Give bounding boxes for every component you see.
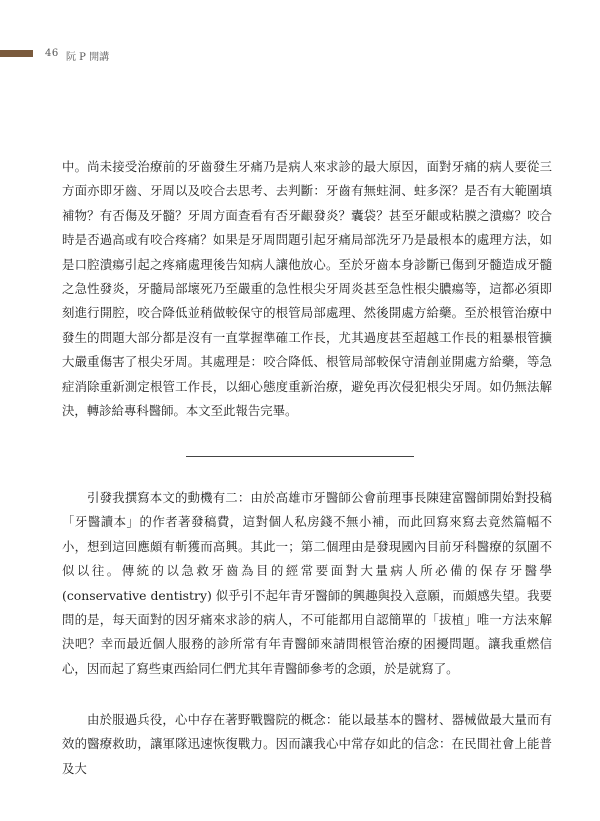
header-accent-bar	[0, 50, 33, 57]
running-head: 阮 P 開講	[66, 52, 110, 63]
body-paragraph-2: 引發我撰寫本文的動機有二：由於高雄市牙醫師公會前理事長陳建富醫師開始對投稿「牙醫讀本」的作者著發稿費，這對個人私房錢不無小補，而此回寫來寫去竟然篇幅不小，想到這回應頗有斬獲而高興。其此一；第二個理由是發現國內目前牙科醫療的氛圍不似以往。傳統的以急救牙齒為目的經常要面對大量病人所必備的保存牙醫學 (conservative dentistry) 似乎引不起年青牙醫師的興趣與投入意願，而頗感失望。我要問的是，每天面對的因牙痛來求診的病人，不可能都用自認簡單的「拔植」唯一方法來解決吧？幸而最近個人服務的診所常有年青醫師來請問根管治療的困擾問題。讓我重燃信心，因而起了寫些東西給同仁們尤其年青醫師參考的念頭，於是就寫了。	[62, 490, 552, 676]
body-paragraph-1: 中。尚未接受治療前的牙齒發生牙痛乃是病人來求診的最大原因，面對牙痛的病人要從三方面亦即牙齒、牙周以及咬合去思考、去判斷：牙齒有無蛀洞、蛀多深？是否有大範圍填補物？有否傷及牙髓？牙周方面查看有否牙齦發炎？囊袋？甚至牙齦或粘膜之潰瘍？咬合時是否過高或有咬合疼痛？如果是牙周問題引起牙痛局部洗牙乃是最根本的處理方法，如是口腔潰瘍引起之疼痛處理後告知病人讓他放心。至於牙齒本身診斷已傷到牙髓造成牙髓之急性發炎，牙髓局部壞死乃至嚴重的急性根尖牙周炎甚至急性根尖膿瘍等，這都必須即刻進行開腔，咬合降低並稍做較保守的根管局部處理、然後開處方給藥。至於根管治療中發生的問題大部分都是沒有一直掌握準確工作長，尤其過度甚至超越工作長的粗暴根管擴大嚴重傷害了根尖牙周。其處理是：咬合降低、根管局部較保守清創並開處方給藥，等急症消除重新測定根管工作長，以細心態度重新治療，避免再次侵犯根尖牙周。如仍無法解決，轉診給專科醫師。本文至此報告完畢。	[62, 159, 552, 419]
section-divider	[186, 456, 414, 457]
page-number: 46	[45, 48, 59, 59]
body-paragraph-3: 由於服過兵役，心中存在著野戰醫院的概念：能以最基本的醫材、器械做最大量而有效的醫療救助，讓軍隊迅速恢復戰力。因而讓我心中常存如此的信念：在民間社會上能普及大	[62, 712, 552, 776]
